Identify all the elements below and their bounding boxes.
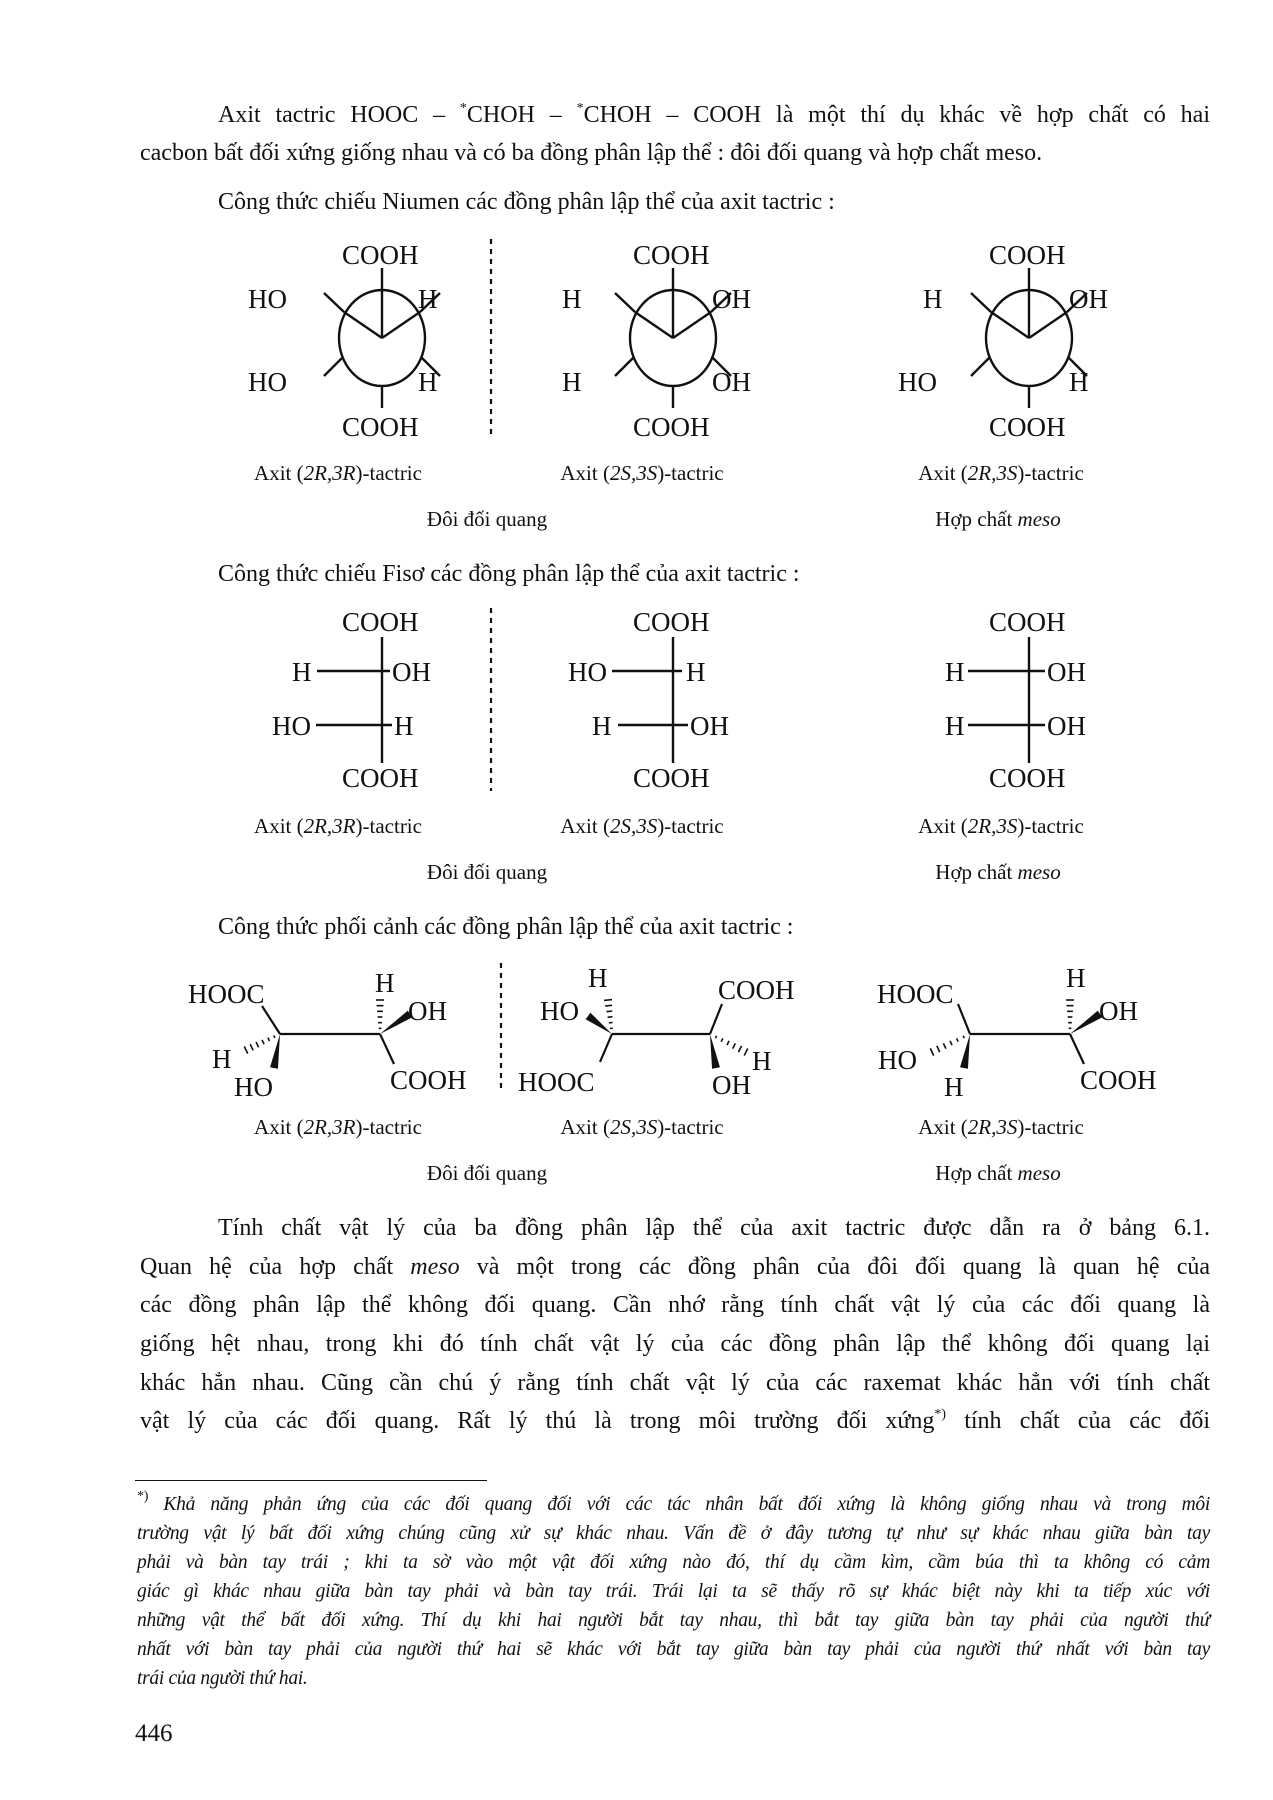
para2-line-4: giống hệt nhau, trong khi đó tính chất vật lý của các đồng phân lập thể không đối quang lại bbox=[140, 1331, 1210, 1357]
text: Quan hệ của hợp chất bbox=[140, 1254, 411, 1280]
hash-bond bbox=[738, 1046, 741, 1052]
atom-label: COOH bbox=[989, 240, 1066, 270]
wedge-bond bbox=[270, 1034, 280, 1069]
hash-bond bbox=[943, 1043, 946, 1048]
hash-bond bbox=[274, 1035, 275, 1037]
atom-label: OH bbox=[712, 367, 751, 397]
footnote-line: những vật thể bất đối xứng. Thí dụ khi hai người bắt tay nhau, thì bắt tay giữa bàn tay phải của người thứ bbox=[137, 1610, 1210, 1631]
newman-front-bond bbox=[635, 312, 673, 338]
atom-label: HO bbox=[248, 367, 287, 397]
group-caption-enantiomers: Đôi đối quang bbox=[426, 860, 548, 884]
compound-name: Axit (2R,3S)-tactric bbox=[918, 1115, 1084, 1139]
footnote-ref: *) bbox=[934, 1407, 947, 1422]
atom-label: HO bbox=[272, 711, 311, 741]
atom-label: HOOC bbox=[518, 1067, 595, 1097]
newman-front-bond bbox=[1029, 312, 1067, 338]
newman-rear-bond bbox=[971, 358, 989, 376]
hash-bond bbox=[606, 1011, 612, 1012]
hash-bond bbox=[721, 1038, 723, 1041]
atom-label: H bbox=[944, 1072, 964, 1102]
footnote-line: phải và bàn tay trái ; khi ta sờ vào một vật đối xứng nào đó, thí dụ cầm kìm, cầm búa thì ta không có cảm bbox=[137, 1552, 1210, 1573]
atom-label: H bbox=[686, 657, 706, 687]
hash-bond bbox=[937, 1046, 940, 1052]
atom-label: COOH bbox=[633, 607, 710, 637]
atom-label: HO bbox=[248, 284, 287, 314]
newman-front-bond bbox=[673, 312, 711, 338]
atom-label: OH bbox=[712, 284, 751, 314]
atom-label: OH bbox=[408, 996, 447, 1026]
footnote-line: trường vật lý bất đối xứng chúng cũng xử sự khác nhau. Vấn đề ở đây tương tự như sự khác nhau giữa bàn tay bbox=[137, 1523, 1210, 1544]
hash-bond bbox=[604, 1000, 612, 1001]
atom-label: H bbox=[945, 711, 965, 741]
hash-bond bbox=[950, 1041, 952, 1045]
asterisk-mark: * bbox=[459, 101, 467, 116]
atom-label: H bbox=[592, 711, 612, 741]
atom-label: H bbox=[588, 963, 608, 993]
footnote-line: giác gì khác nhau giữa bàn tay phải và bàn tay trái. Trái lại ta sẽ thấy rõ sự khác biệt này khi ta tiếp xúc với bbox=[137, 1581, 1210, 1602]
hash-bond bbox=[963, 1036, 964, 1038]
atom-label: OH bbox=[392, 657, 431, 687]
atom-label: H bbox=[1069, 367, 1089, 397]
wedge-bond bbox=[960, 1034, 970, 1069]
atom-label: OH bbox=[1099, 996, 1138, 1026]
hash-bond bbox=[715, 1036, 716, 1038]
compound-name: Axit (2R,3R)-tactric bbox=[254, 814, 422, 838]
hash-bond bbox=[262, 1040, 264, 1044]
wedge-bond bbox=[710, 1034, 720, 1069]
heading-fischer: Công thức chiếu Fisơ các đồng phân lập thể của axit tactric : bbox=[218, 561, 800, 587]
hash-bond bbox=[608, 1017, 613, 1018]
atom-label: COOH bbox=[989, 412, 1066, 442]
compound-name: Axit (2S,3S)-tactric bbox=[560, 814, 724, 838]
atom-label: HO bbox=[540, 996, 579, 1026]
para2-line-3: các đồng phân lập thể không đối quang. Cần nhớ rằng tính chất vật lý của các đối quang là bbox=[140, 1292, 1210, 1318]
atom-label: OH bbox=[1069, 284, 1108, 314]
atom-label: OH bbox=[1047, 711, 1086, 741]
text-italic: meso bbox=[410, 1254, 460, 1280]
atom-label: H bbox=[752, 1046, 772, 1076]
atom-label: H bbox=[1066, 963, 1086, 993]
atom-label: H bbox=[562, 284, 582, 314]
newman-rear-bond bbox=[324, 293, 344, 312]
page-number: 446 bbox=[135, 1720, 173, 1747]
heading-newman: Công thức chiếu Niumen các đồng phân lập thể của axit tactric : bbox=[218, 189, 835, 215]
atom-label: HO bbox=[234, 1072, 273, 1102]
compound-name: Axit (2R,3S)-tactric bbox=[918, 814, 1084, 838]
atom-label: H bbox=[375, 968, 395, 998]
para2-line-6 bbox=[140, 1406, 1210, 1436]
atom-label: COOH bbox=[342, 607, 419, 637]
group-caption-enantiomers: Đôi đối quang bbox=[426, 1161, 548, 1185]
group-caption-meso: Hợp chất meso bbox=[935, 507, 1061, 531]
newman-front-bond bbox=[344, 312, 382, 338]
footnote-mark: *) bbox=[137, 1489, 149, 1504]
text: CHOH – bbox=[466, 102, 577, 128]
atom-label: COOH bbox=[390, 1065, 467, 1095]
group-caption-enantiomers: Đôi đối quang bbox=[426, 507, 548, 531]
atom-label: COOH bbox=[1080, 1065, 1157, 1095]
text: CHOH – COOH là một thí dụ khác về hợp chất có hai bbox=[583, 102, 1210, 128]
atom-label: H bbox=[945, 657, 965, 687]
atom-label: H bbox=[418, 367, 438, 397]
newman-front-bond bbox=[382, 312, 420, 338]
hash-bond bbox=[733, 1043, 736, 1048]
hash-bond bbox=[744, 1048, 748, 1055]
para2-line-2 bbox=[140, 1252, 1210, 1282]
atom-label: OH bbox=[1047, 657, 1086, 687]
atom-label: HOOC bbox=[877, 979, 954, 1009]
atom-label: COOH bbox=[633, 412, 710, 442]
para2-line-1: Tính chất vật lý của ba đồng phân lập thể của axit tactric được dẫn ra ở bảng 6.1. bbox=[218, 1215, 1210, 1241]
newman-rear-bond bbox=[324, 358, 342, 376]
atom-label: COOH bbox=[633, 240, 710, 270]
atom-label: H bbox=[292, 657, 312, 687]
compound-name: Axit (2S,3S)-tactric bbox=[560, 461, 724, 485]
atom-label: H bbox=[212, 1044, 232, 1074]
atom-label: HO bbox=[898, 367, 937, 397]
text: vật lý của các đối quang. Rất lý thú là trong môi trường đối xứng bbox=[140, 1408, 935, 1434]
atom-label: COOH bbox=[718, 975, 795, 1005]
atom-label: COOH bbox=[342, 412, 419, 442]
atom-label: H bbox=[418, 284, 438, 314]
atom-label: COOH bbox=[342, 763, 419, 793]
text: và một trong các đồng phân của đôi đối quang là quan hệ của bbox=[459, 1254, 1211, 1280]
atom-label: H bbox=[394, 711, 414, 741]
newman-front-bond bbox=[991, 312, 1029, 338]
atom-label: COOH bbox=[633, 763, 710, 793]
text: Khả năng phản ứng của các đối quang đối với các tác nhân bất đối xứng là không giống nhau và trong môi bbox=[163, 1494, 1211, 1515]
hash-bond bbox=[930, 1048, 933, 1055]
hash-bond bbox=[605, 1005, 612, 1006]
hash-bond bbox=[250, 1044, 253, 1050]
atom-label: HOOC bbox=[188, 979, 265, 1009]
atom-label: OH bbox=[712, 1070, 751, 1100]
footnote-line: trái của người thứ hai. bbox=[137, 1668, 308, 1689]
hash-bond bbox=[957, 1038, 959, 1041]
hash-bond bbox=[244, 1046, 247, 1053]
atom-label: OH bbox=[690, 711, 729, 741]
atom-label: COOH bbox=[342, 240, 419, 270]
group-caption-meso: Hợp chất meso bbox=[935, 1161, 1061, 1185]
atom-label: HO bbox=[878, 1045, 917, 1075]
compound-name: Axit (2R,3R)-tactric bbox=[254, 1115, 422, 1139]
para2-line-5: khác hẳn nhau. Cũng cần chú ý rằng tính chất vật lý của các raxemat khác hẳn với tính chất bbox=[140, 1370, 1210, 1396]
footnote-line: nhất với bàn tay phải của người thứ hai sẽ khác với bắt tay giữa bàn tay phải của người thứ nhất với bàn tay bbox=[137, 1639, 1210, 1660]
atom-label: COOH bbox=[989, 763, 1066, 793]
newman-rear-bond bbox=[615, 293, 635, 312]
compound-name: Axit (2R,3R)-tactric bbox=[254, 461, 422, 485]
hash-bond bbox=[727, 1041, 729, 1045]
atom-label: HO bbox=[568, 657, 607, 687]
heading-perspective: Công thức phối cảnh các đồng phân lập thể của axit tactric : bbox=[218, 914, 794, 940]
hash-bond bbox=[268, 1038, 270, 1041]
intro-line-2: cacbon bất đối xứng giống nhau và có ba đồng phân lập thể : đôi đối quang và hợp chất meso. bbox=[140, 140, 1043, 166]
atom-label: COOH bbox=[989, 607, 1066, 637]
footnote-line bbox=[137, 1489, 1211, 1517]
text: tính chất của các đối bbox=[946, 1408, 1210, 1434]
footnote-rule bbox=[135, 1480, 487, 1481]
newman-rear-bond bbox=[615, 358, 633, 376]
atom-label: H bbox=[923, 284, 943, 314]
compound-name: Axit (2R,3S)-tactric bbox=[918, 461, 1084, 485]
wedge-bond bbox=[1070, 1011, 1102, 1034]
newman-rear-bond bbox=[971, 293, 991, 312]
compound-name: Axit (2S,3S)-tactric bbox=[560, 1115, 724, 1139]
atom-label: H bbox=[562, 367, 582, 397]
text: Axit tactric HOOC – bbox=[218, 102, 460, 128]
asterisk-mark: * bbox=[576, 101, 584, 116]
wedge-bond bbox=[586, 1013, 612, 1034]
group-caption-meso: Hợp chất meso bbox=[935, 860, 1061, 884]
hash-bond bbox=[256, 1042, 258, 1047]
